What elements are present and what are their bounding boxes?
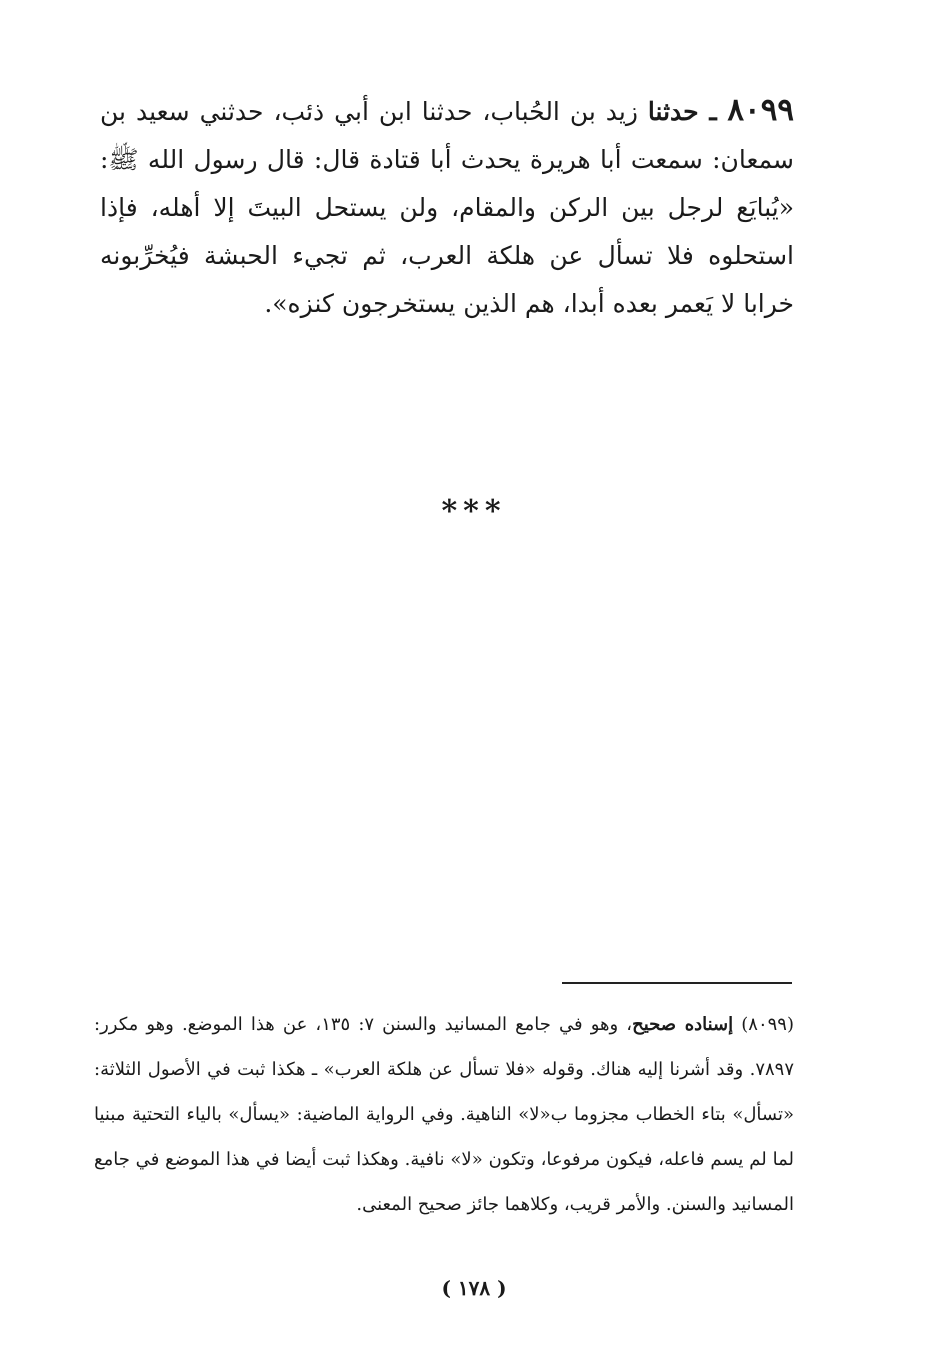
hadith-lead-word: حدثنا [647, 97, 699, 126]
section-separator: *** [441, 494, 507, 529]
footnote-paragraph [94, 1002, 794, 1227]
hadith-number: ٨٠٩٩ [727, 92, 795, 128]
footnote-text: ، وهو في جامع المسانيد والسنن ٧: ١٣٥، عن هذا الموضع. وهو مكرر: ٧٨٩٧. وقد أشرنا إليه هناك. وقوله «فلا تسأل عن هلكة العرب» ـ هكذا ثبت في الأصول الثلاثة: «تسأل» بتاء الخطاب مجزوما ب«لا» الناهية. وفي الرواية الماضية: «يسأل» بالياء التحتية مبنيا لما لم يسم فاعله، فيكون مرفوعا، وتكون «لا» نافية. وهكذا ثبت أيضا في هذا الموضع في جامع المسانيد والسنن. والأمر قريب، وكلاهما جائز صحيح المعنى. [94, 1014, 794, 1215]
footnote-lead: إسناده صحيح [632, 1014, 734, 1035]
hadith-dash: ـ [698, 97, 728, 126]
footnote-ref: (٨٠٩٩) [741, 1014, 794, 1035]
hadith-paragraph [100, 86, 794, 328]
footnote-divider [562, 982, 792, 984]
page-number: ( ١٧٨ ) [441, 1276, 507, 1300]
hadith-text: زيد بن الحُباب، حدثنا ابن أبي ذئب، حدثني سعيد بن سمعان: سمعت أبا هريرة يحدث أبا قتادة قال: قال رسول الله ﷺ: «يُبايَع لرجل بين الركن والمقام، ولن يستحل البيتَ إلا أهله، فإذا استحلوه فلا تسأل عن هلكة العرب، ثم تجيء الحبشة فيُخرِّبونه خرابا لا يَعمر بعده أبدا، هم الذين يستخرجون كنزه». [100, 97, 794, 318]
